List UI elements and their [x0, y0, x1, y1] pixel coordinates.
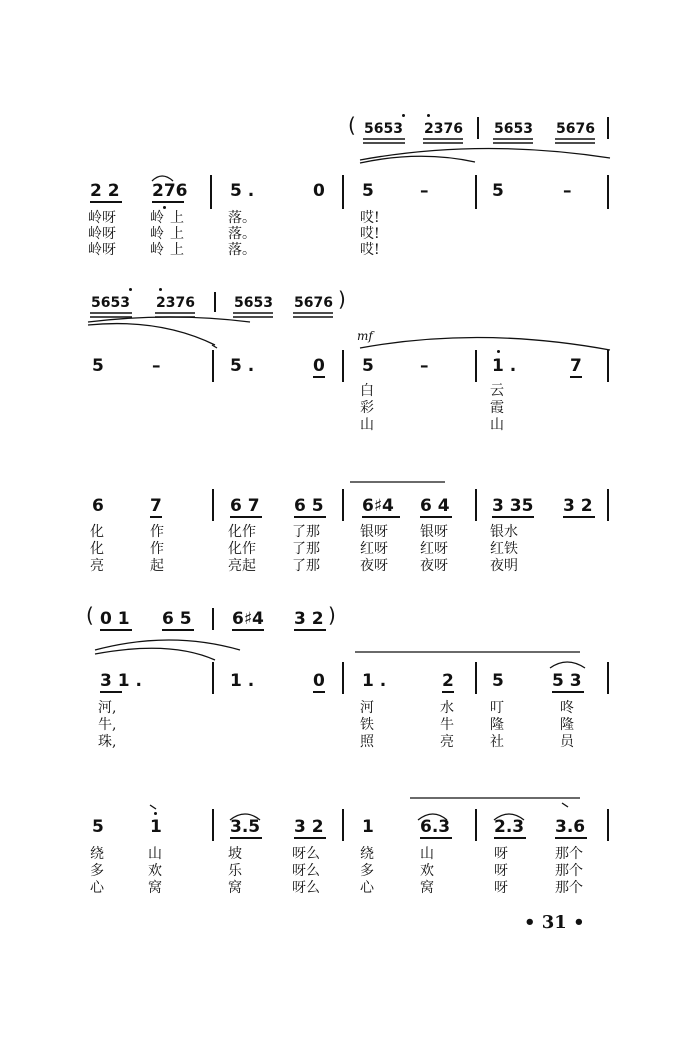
barline: [475, 350, 477, 382]
note: 2 2: [90, 181, 120, 201]
note: 3.6: [555, 817, 586, 837]
lyric: 作: [150, 541, 164, 557]
beam: [90, 201, 122, 203]
octave-dot: [129, 288, 132, 291]
lyric: 河: [360, 700, 374, 716]
note: 5 3: [552, 671, 582, 691]
barline: [607, 117, 609, 139]
lyric: 哎!: [360, 210, 380, 226]
page-number: • 31 •: [524, 912, 585, 933]
note: 6: [92, 496, 104, 516]
barline: [342, 662, 344, 694]
lyric: 社: [490, 734, 504, 750]
barline: [475, 662, 477, 694]
lyric: 绕: [360, 846, 374, 862]
lyric: 山: [420, 846, 434, 862]
lyric: 岭呀: [88, 226, 116, 242]
paren-open: (: [86, 603, 94, 627]
lyric: 岭上: [150, 242, 190, 258]
note: –: [563, 181, 572, 201]
beam: [294, 629, 326, 631]
note: 5: [362, 181, 374, 201]
note: 5: [492, 671, 504, 691]
note: 0: [313, 671, 325, 691]
lyric: 夜呀: [420, 558, 448, 574]
beam: [313, 691, 325, 693]
barline: [212, 608, 214, 630]
lyric: 化: [90, 541, 104, 557]
lyric: 窝: [148, 880, 162, 896]
lyric: 坡: [228, 846, 242, 862]
beam: [420, 837, 452, 839]
low-octave-dot: [163, 206, 166, 209]
lyric: 员: [560, 734, 574, 750]
beam: [563, 516, 595, 518]
octave-dot: [427, 114, 430, 117]
barline: [607, 175, 609, 209]
note: 7: [570, 356, 582, 376]
note: 3 35: [492, 496, 534, 516]
lyric: 岭呀: [88, 210, 116, 226]
note-group: 5653: [494, 121, 533, 137]
note: 6♯4: [362, 496, 394, 516]
lyric: 作: [150, 524, 164, 540]
lyric: 照: [360, 734, 374, 750]
lyric: 亮起: [228, 558, 256, 574]
lyric: 呀么: [292, 880, 320, 896]
note: 5 .: [230, 356, 255, 376]
note-group: 5676: [556, 121, 595, 137]
note: 6.3: [420, 817, 451, 837]
note: 3 1 .: [100, 671, 142, 691]
beam: [555, 837, 587, 839]
lyric: 多: [360, 863, 374, 879]
lyric: 叮: [490, 700, 504, 716]
lyric: 落。: [228, 226, 256, 242]
lyric: 那个: [555, 880, 583, 896]
lyric: 化作: [228, 524, 256, 540]
beam: [570, 376, 582, 378]
lyric: 河,: [98, 700, 117, 716]
barline: [212, 350, 214, 382]
barline: [212, 662, 214, 694]
lyric: 窝: [228, 880, 242, 896]
beam: [552, 691, 584, 693]
lyric: 牛,: [98, 717, 117, 733]
lyric: 呀: [494, 863, 508, 879]
note: 3 2: [563, 496, 593, 516]
note: 5: [492, 181, 504, 201]
beam: [313, 376, 325, 378]
octave-dot: [159, 288, 162, 291]
note-group: 6♯4: [232, 609, 264, 629]
lyric: 山: [490, 417, 504, 433]
lyric: 银水: [490, 524, 518, 540]
lyric: 乐: [228, 863, 242, 879]
note: 6 4: [420, 496, 450, 516]
barline: [475, 489, 477, 521]
octave-dot: [497, 350, 500, 353]
beam: [150, 516, 162, 518]
lyric: 红呀: [420, 541, 448, 557]
lyric: 亮: [90, 558, 104, 574]
lyric: 银呀: [420, 524, 448, 540]
lyric: 岭呀: [88, 242, 116, 258]
lyric: 牛: [440, 717, 454, 733]
beam: [362, 516, 400, 518]
lyric: 哎!: [360, 242, 380, 258]
barline: [342, 175, 344, 209]
note: 6 7: [230, 496, 260, 516]
lyric: 呀: [494, 846, 508, 862]
lyric: 岭上: [150, 226, 190, 242]
lyric: 多: [90, 863, 104, 879]
beam: [492, 516, 534, 518]
lyric: 红铁: [490, 541, 518, 557]
beam: [294, 516, 326, 518]
lyric: 心: [360, 880, 374, 896]
note-group: 2376: [156, 295, 195, 311]
beam: [232, 629, 264, 631]
note: 5 .: [230, 181, 255, 201]
note-group: 0 1: [100, 609, 130, 629]
barline: [607, 489, 609, 521]
lyric: 落。: [228, 210, 256, 226]
note: 1 .: [362, 671, 387, 691]
note: 7: [150, 496, 162, 516]
note: 6 5: [294, 496, 324, 516]
lyric: 了那: [292, 541, 320, 557]
note-group: 5676: [294, 295, 333, 311]
note: 5: [362, 356, 374, 376]
lyric: 铁: [360, 717, 374, 733]
lyric: 起: [150, 558, 164, 574]
note: 1 .: [492, 356, 517, 376]
lyric: 欢: [148, 863, 162, 879]
beam: [294, 837, 326, 839]
lyric: 红呀: [360, 541, 388, 557]
lyric: 夜明: [490, 558, 518, 574]
lyric: 珠,: [98, 734, 117, 750]
lyric: 云: [490, 383, 504, 399]
lyric: 心: [90, 880, 104, 896]
lyric: 亮: [440, 734, 454, 750]
note: –: [152, 356, 161, 376]
barline: [210, 175, 212, 209]
barline: [342, 809, 344, 841]
paren-open: (: [348, 113, 356, 137]
lyric: 隆: [490, 717, 504, 733]
lyric: 银呀: [360, 524, 388, 540]
note: 2: [442, 671, 454, 691]
barline: [475, 809, 477, 841]
note-group: 5653: [91, 295, 130, 311]
note: 1 .: [230, 671, 255, 691]
note-group: 5653: [364, 121, 403, 137]
note: 2.3: [494, 817, 525, 837]
beam: [230, 837, 262, 839]
barline: [477, 117, 479, 139]
barline: [607, 350, 609, 382]
paren-close: ): [328, 603, 336, 627]
barline: [342, 350, 344, 382]
lyric: 水: [440, 700, 454, 716]
octave-dot: [402, 114, 405, 117]
note: 5: [92, 356, 104, 376]
lyric: 落。: [228, 242, 256, 258]
beam: [162, 629, 194, 631]
note: 5: [92, 817, 104, 837]
note: 3 2: [294, 817, 324, 837]
lyric: 山: [148, 846, 162, 862]
beam: [442, 691, 454, 693]
note: –: [420, 181, 429, 201]
lyric: 咚: [560, 700, 574, 716]
barline: [475, 175, 477, 209]
dynamic-mark: mf: [357, 329, 373, 343]
note: 276: [152, 181, 188, 201]
lyric: 那个: [555, 863, 583, 879]
beam: [420, 516, 452, 518]
lyric: 化作: [228, 541, 256, 557]
lyric: 隆: [560, 717, 574, 733]
lyric: 霞: [490, 400, 504, 416]
lyric: 岭上: [150, 210, 190, 226]
note: 0: [313, 356, 325, 376]
lyric: 了那: [292, 524, 320, 540]
lyric: 呀么: [292, 863, 320, 879]
lyric: 哎!: [360, 226, 380, 242]
paren-close: ): [338, 287, 346, 311]
note-group: 6 5: [162, 609, 192, 629]
barline: [607, 662, 609, 694]
lyric: 呀: [494, 880, 508, 896]
note: –: [420, 356, 429, 376]
beam: [152, 201, 184, 203]
lyric: 彩: [360, 400, 374, 416]
barline: [212, 489, 214, 521]
lyric: 欢: [420, 863, 434, 879]
lyric: 窝: [420, 880, 434, 896]
beam: [494, 837, 526, 839]
lyric: 绕: [90, 846, 104, 862]
octave-dot: [154, 812, 157, 815]
note-group: 5653: [234, 295, 273, 311]
barline: [607, 809, 609, 841]
lyric: 夜呀: [360, 558, 388, 574]
barline: [214, 292, 216, 312]
note-group: 3 2: [294, 609, 324, 629]
beam: [100, 691, 122, 693]
lyric: 山: [360, 417, 374, 433]
lyric: 呀么: [292, 846, 320, 862]
beam: [230, 516, 262, 518]
note: 3.5: [230, 817, 261, 837]
beam: [100, 629, 132, 631]
barline: [342, 489, 344, 521]
lyric: 化: [90, 524, 104, 540]
lyric: 了那: [292, 558, 320, 574]
lyric: 那个: [555, 846, 583, 862]
note: 0: [313, 181, 325, 201]
note: 1: [150, 817, 162, 837]
barline: [212, 809, 214, 841]
note: 1: [362, 817, 374, 837]
lyric: 白: [360, 383, 374, 399]
note-group: 2376: [424, 121, 463, 137]
